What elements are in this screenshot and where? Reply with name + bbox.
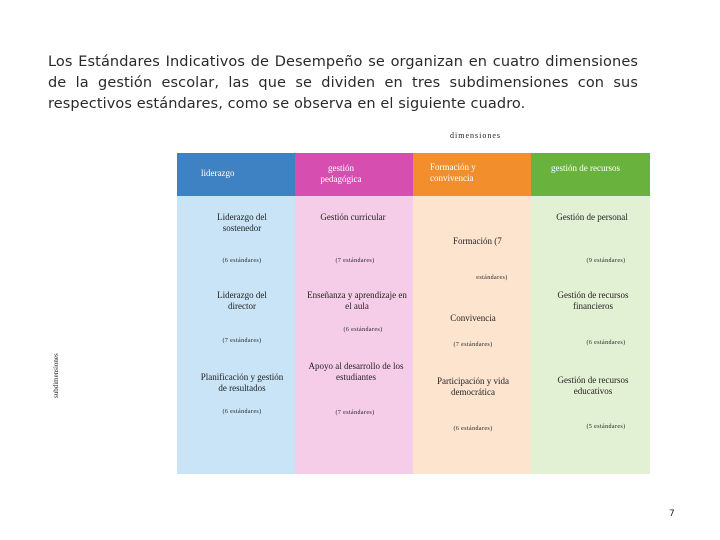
subdimension-liderazgo-sostenedor: Liderazgo del sostenedor	[217, 212, 267, 233]
column-liderazgo	[177, 196, 295, 474]
standards-count: (7 estándares)	[335, 410, 375, 416]
subdimension-gestion-personal: Gestión de personal	[556, 212, 628, 222]
subdimension-formacion: Formación (7	[453, 236, 502, 246]
standards-count: (7 estándares)	[335, 258, 375, 264]
header-formacion-convivencia-label: Formación y convivencia	[430, 162, 476, 183]
header-gestion-recursos	[531, 153, 650, 196]
side-label: subdimensiones	[52, 353, 60, 398]
standards-count: (9 estándares)	[586, 258, 626, 264]
header-formacion-convivencia	[413, 153, 531, 196]
page-number: 7	[669, 509, 675, 519]
standards-count: estándares)	[476, 275, 508, 281]
standards-count: (7 estándares)	[453, 342, 493, 348]
subdimension-ensenanza-aprendizaje: Enseñanza y aprendizaje en el aula	[307, 290, 407, 311]
standards-count: (6 estándares)	[222, 258, 262, 264]
column-gestion-recursos	[531, 196, 650, 474]
column-formacion-convivencia	[413, 196, 531, 474]
subdimension-recursos-financieros: Gestión de recursos financieros	[557, 290, 629, 311]
standards-count: (6 estándares)	[222, 409, 262, 415]
standards-count: (7 estándares)	[222, 338, 262, 344]
column-gestion-pedagogica	[295, 196, 413, 474]
subdimension-apoyo-estudiantes: Apoyo al desarrollo de los estudiantes	[308, 361, 404, 382]
subdimension-convivencia: Convivencia	[450, 313, 496, 323]
dimensions-caption: dimensiones	[450, 131, 501, 140]
subdimension-planificacion: Planificación y gestión de resultados	[200, 372, 284, 393]
subdimension-participacion: Participación y vida democrática	[437, 376, 509, 397]
header-gestion-recursos-label: gestión de recursos	[551, 163, 620, 173]
header-liderazgo-label: liderazgo	[201, 168, 235, 178]
standards-count: (6 estándares)	[586, 340, 626, 346]
header-liderazgo	[177, 153, 295, 196]
header-gestion-pedagogica-label: gestión pedagógica	[320, 163, 362, 184]
standards-count: (6 estándares)	[453, 426, 493, 432]
standards-count: (6 estándares)	[343, 327, 383, 333]
intro-paragraph: Los Estándares Indicativos de Desempeño se organizan en cuatro dimensiones de la gestión escolar, las que se dividen en tres subdimensiones con sus respectivos estándares, como se observa en el siguiente cuadro.	[48, 54, 638, 112]
subdimension-liderazgo-director: Liderazgo del director	[217, 290, 267, 311]
standards-count: (5 estándares)	[586, 424, 626, 430]
subdimension-recursos-educativos: Gestión de recursos educativos	[557, 375, 629, 396]
subdimension-gestion-curricular: Gestión curricular	[320, 212, 386, 222]
header-gestion-pedagogica	[295, 153, 413, 196]
